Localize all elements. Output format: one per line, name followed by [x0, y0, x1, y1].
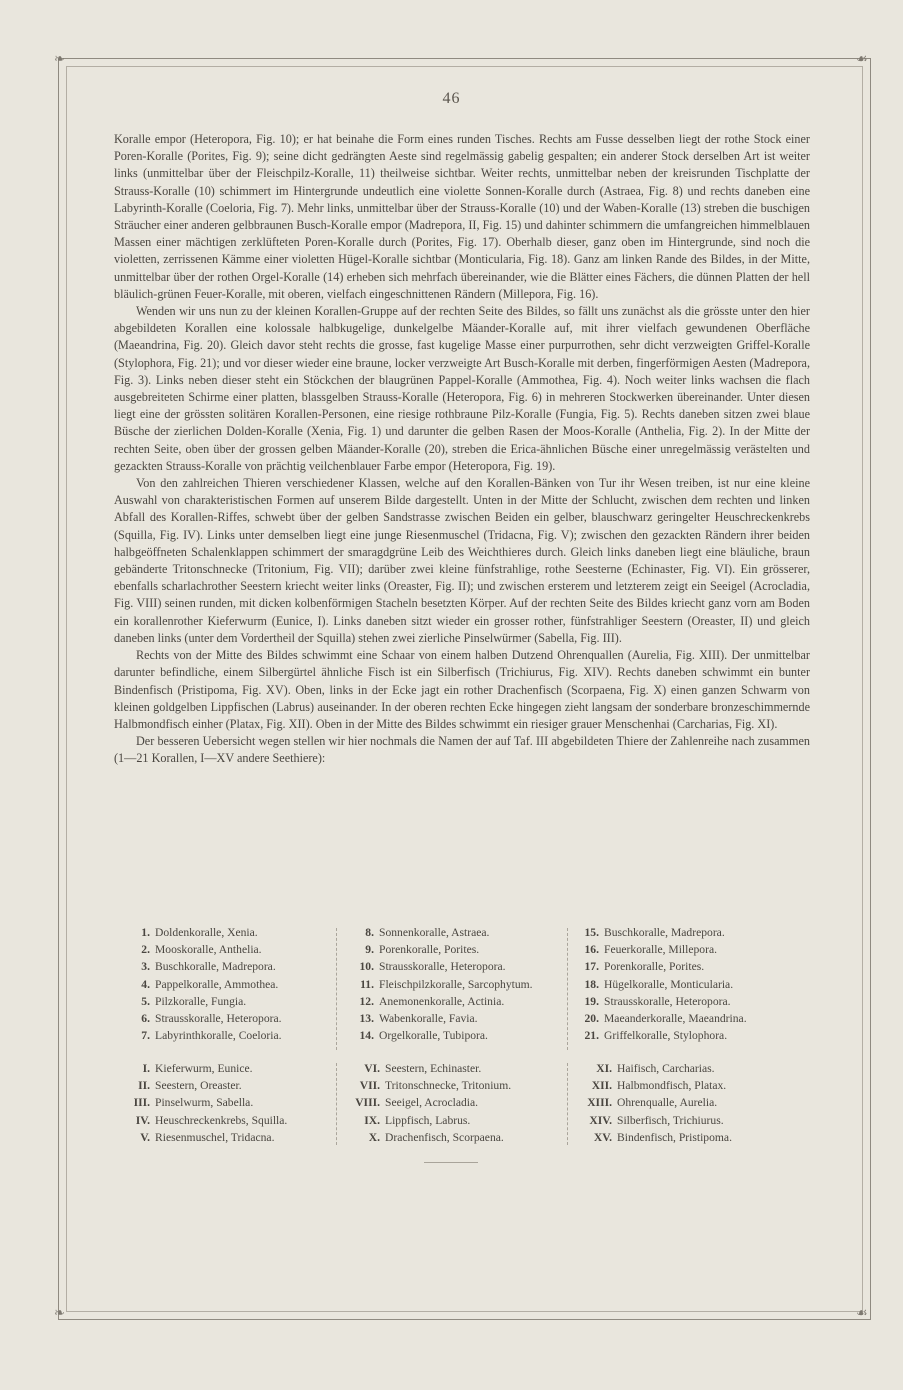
index-entry	[569, 941, 747, 958]
index-number: XIV.	[589, 1113, 612, 1127]
corner-ornament-bottom-right: ☙	[856, 1305, 868, 1320]
index-name: Porenkoralle, Porites.	[379, 943, 480, 957]
index-number: 11.	[360, 977, 374, 991]
index-number: 18.	[584, 977, 599, 991]
sea-animal-index-column	[569, 1060, 732, 1146]
index-name: Pinselwurm, Sabella.	[155, 1096, 254, 1110]
coral-index-column	[120, 924, 282, 1044]
index-name: Ohrenqualle, Aurelia.	[617, 1096, 718, 1110]
sea-animal-index-column	[114, 1060, 287, 1146]
index-number: VIII.	[355, 1096, 380, 1110]
index-name: Riesenmuschel, Tridacna.	[155, 1130, 275, 1144]
index-entry	[120, 924, 282, 941]
index-entry	[569, 1027, 747, 1044]
index-number: VI.	[364, 1062, 380, 1075]
index-number: 20.	[584, 1012, 599, 1026]
paragraph: Koralle empor (Heteropora, Fig. 10); er hat beinahe die Form eines runden Tisches. Rechts am Fusse desselben liegt der rothe Stock einer Poren-Koralle (Porites, Fig. 9); seine dicht gedrängten Aeste sind regelmässig gabelig gespalten; ein anderer Stock derselben Art ist weiter links (unmittelbar über der Fleischpilz-Koralle, 11) theilweise sichtbar. Weiter rechts, unmittelbar neben der kreisrunden Tischplatte der Strauss-Koralle (10) schimmert im Hintergrunde undeutlich eine violette Sonnen-Koralle durch (Astraea, Fig. 8) und rechts daneben eine Labyrinth-Koralle (Coeloria, Fig. 7). Mehr links, unmittelbar über der Strauss-Koralle (10) und der Waben-Koralle (13) streben die buschigen Sträucher einer anderen gelbbraunen Busch-Koralle empor (Madrepora, II, Fig. 15) und dahinter schimmern die umfangreichen himmelblauen Massen einer mächtigen zerklüfteten Poren-Koralle durch (Porites, Fig. 17). Oberhalb dieser, ganz oben im Hintergrunde, sind noch die violetten, zerrissenen Kämme einer violetten Hügel-Koralle sichtbar (Monticularia, Fig. 18). Ganz am linken Rande des Bildes, in der Mitte, unmittelbar über der rothen Orgel-Koralle (14) erheben sich mehrfach übereinander, wie die Blätter eines Fächers, die dünnen Platten der hell bläulich-grünen Feuer-Koralle, mit oberen, vielfach eingeschnittenen Rändern (Millepora, Fig. 16).	[114, 132, 810, 301]
index-number: III.	[133, 1096, 150, 1110]
index-number: X.	[368, 1130, 380, 1144]
index-name: Labyrinthkoralle, Coeloria.	[155, 1029, 282, 1043]
index-name: Bindenfisch, Pristipoma.	[617, 1130, 732, 1144]
page-number: 46	[442, 90, 461, 107]
paragraph: Rechts von der Mitte des Bildes schwimmt eine Schaar von einem halben Dutzend Ohrenquallen (Aurelia, Fig. XIII). Der unmittelbar darunter befindliche, einem Silbergürtel ähnliche Fisch ist ein Silberfisch (Trichiurus, Fig. XIV). Rechts daneben schwimmt ein bunter Bindenfisch (Pristipoma, Fig. XV). Oben, links in der Ecke jagt ein rother Drachenfisch (Scorpaena, Fig. X) einen ganzen Schwarm von kleinen goldgelben Lippfischen (Labrus) auseinander. In der oberen rechten Ecke hingegen zieht langsam der sonderbare bronzeschimmernde Halbmondfisch einher (Platax, Fig. XII). Oben in der Mitte des Bildes schwimmt ein riesiger grauer Menschenhai (Carcharias, Fig. XI).	[114, 648, 810, 731]
corner-ornament-top-right: ☙	[856, 51, 868, 66]
index-entry	[344, 976, 533, 993]
corner-ornament-top-left: ❧	[54, 51, 65, 66]
sea-animal-index-column	[344, 1060, 511, 1146]
paragraph: Von den zahlreichen Thieren verschiedener Klassen, welche auf den Korallen-Bänken von Tur ihr Wesen treiben, ist nur eine kleine Auswahl von charakteristischen Formen auf unserem Bilde dargestellt. Unten in der Mitte der Schlucht, zwischen dem rechten und linken Abfall des Korallen-Riffes, schwebt über der gelben Sandstrasse zwischen Beiden ein gelber, blauschwarz geringelter Heuschreckenkrebs (Squilla, Fig. IV). Links unter demselben liegt eine junge Riesenmuschel (Tridacna, Fig. V); zwischen den gezackten Rändern ihrer beiden halbgeöffneten Schalenklappen schimmert der smaragdgrüne Leib des Weichthieres durch. Gleich links daneben liegt eine bläuliche, braun gebänderte Tritonschnecke (Tritonium, Fig. VII); darüber zwei kleine fünfstrahlige, rothe Seesterne (Echinaster, Fig. VI). Ein grösserer, ebenfalls scharlachrother Seestern kriecht weiter links (Oreaster, Fig. II); und zwischen ersterem und letzterem zeigt ein Seeigel (Acrocladia, Fig. VIII) seinen runden, mit dicken kolbenförmigen Stacheln besetzten Körper. Auf der rechten Seite des Bildes kriecht ganz vorn am Boden ein korallenrother Kieferwurm (Eunice, I). Links daneben sitzt wieder ein grosser rother, fünfstrahliger Seestern (Oreaster, II) und gleich daneben links (unter dem Vordertheil der Squilla) stehen zwei zierliche Pinselwürmer (Sabella, Fig. III).	[114, 476, 810, 645]
paragraph: Wenden wir uns nun zu der kleinen Korallen-Gruppe auf der rechten Seite des Bildes, so fällt uns zunächst als die grösste unter den hier abgebildeten Korallen eine kolossale halbkugelige, dunkelgelbe Mäander-Koralle auf, mit ihrer vielfach gewundenen Oberfläche (Maeandrina, Fig. 20). Gleich davor steht rechts die grosse, fast kugelige Masse einer purpurrothen, sehr dicht verzweigten Griffel-Koralle (Stylophora, Fig. 21); und vor dieser wieder eine braune, locker verzweigte Art Busch-Koralle mit derben, fingerförmigen Aesten (Madrepora, Fig. 3). Links neben dieser steht ein Stöckchen der blaugrünen Pappel-Koralle (Ammothea, Fig. 4). Noch weiter links wachsen die flach ausgebreiteten Schirme einer platten, blassgelben Strauss-Koralle (Heteropora, Fig. 6) in mehreren Stockwerken übereinander. Unter diesen liegt eine der grössten solitären Korallen-Personen, eine riesige rothbraune Pilz-Koralle (Fungia, Fig. 5). Rechts daneben sitzen zwei blaue Büsche der zierlichen Dolden-Koralle (Xenia, Fig. 1) und darunter die gelben Rasen der Moos-Koralle (Anthelia, Fig. 2). In der Mitte der rechten Seite, oben über der grossen gelben Mäander-Koralle (20), streben die Erica-ähnlichen Büsche einer unregelmässig verästelten und gezackten Strauss-Koralle von prächtig veilchenblauer Farbe empor (Heteropora, Fig. 19).	[114, 304, 810, 473]
index-name: Heuschreckenkrebs, Squilla.	[155, 1113, 288, 1127]
index-name: Haifisch, Carcharias.	[617, 1062, 715, 1075]
index-number: II.	[138, 1079, 150, 1093]
index-name: Drachenfisch, Scorpaena.	[385, 1130, 504, 1144]
index-number: 15.	[584, 926, 599, 939]
index-entry	[344, 1010, 533, 1027]
index-entry	[569, 1077, 732, 1094]
index-entry	[120, 941, 282, 958]
index-name: Tritonschnecke, Tritonium.	[385, 1079, 512, 1093]
index-number: 7.	[141, 1029, 150, 1043]
index-entry	[569, 1010, 747, 1027]
paragraph: Der besseren Uebersicht wegen stellen wir hier nochmals die Namen der auf Taf. III abgebildeten Thiere der Zahlenreihe nach zusammen (1—21 Korallen, I—XV andere Seethiere):	[114, 734, 810, 766]
index-name: Orgelkoralle, Tubipora.	[379, 1029, 488, 1043]
index-name: Mooskoralle, Anthelia.	[155, 943, 262, 957]
index-entry	[344, 1129, 511, 1146]
end-rule	[424, 1162, 478, 1163]
index-name: Maeanderkoralle, Maeandrina.	[604, 1012, 747, 1026]
index-entry	[114, 1060, 287, 1077]
column-divider	[336, 928, 337, 1050]
index-number: 12.	[359, 994, 374, 1008]
index-number: XIII.	[587, 1096, 612, 1110]
index-entry	[344, 1112, 511, 1129]
column-divider	[336, 1063, 337, 1145]
index-number: 6.	[141, 1012, 150, 1026]
index-entry	[344, 1077, 511, 1094]
index-number: IV.	[135, 1113, 150, 1127]
index-entry	[569, 1094, 732, 1111]
index-number: 5.	[141, 994, 150, 1008]
index-entry	[569, 1129, 732, 1146]
index-number: 2.	[141, 943, 150, 957]
index-name: Doldenkoralle, Xenia.	[155, 926, 258, 939]
index-name: Seeigel, Acrocladia.	[385, 1096, 479, 1110]
corner-ornament-bottom-left: ❧	[54, 1305, 65, 1320]
index-name: Anemonenkoralle, Actinia.	[379, 994, 505, 1008]
index-number: V.	[140, 1130, 150, 1144]
index-entry	[344, 1027, 533, 1044]
index-number: 16.	[584, 943, 599, 957]
index-name: Pappelkoralle, Ammothea.	[155, 977, 279, 991]
index-entry	[569, 993, 747, 1010]
index-name: Seestern, Oreaster.	[155, 1079, 242, 1093]
index-number: 21.	[584, 1029, 599, 1043]
index-entry	[344, 993, 533, 1010]
coral-index-column	[344, 924, 533, 1044]
index-entry	[120, 993, 282, 1010]
index-entry	[344, 958, 533, 975]
index-number: 9.	[365, 943, 374, 957]
index-name: Strausskoralle, Heteropora.	[379, 960, 506, 974]
index-name: Seestern, Echinaster.	[385, 1062, 482, 1075]
index-number: VII.	[359, 1079, 380, 1093]
index-name: Silberfisch, Trichiurus.	[617, 1113, 724, 1127]
index-number: 4.	[141, 977, 150, 991]
index-name: Porenkoralle, Porites.	[604, 960, 705, 974]
index-entry	[569, 1112, 732, 1129]
index-name: Sonnenkoralle, Astraea.	[379, 926, 490, 939]
index-entry	[114, 1129, 287, 1146]
index-name: Griffelkoralle, Stylophora.	[604, 1029, 728, 1043]
column-divider	[567, 1063, 568, 1145]
index-entry	[344, 1060, 511, 1077]
index-entry	[114, 1112, 287, 1129]
index-number: 10.	[359, 960, 374, 974]
index-name: Kieferwurm, Eunice.	[155, 1062, 253, 1075]
index-entry	[569, 924, 747, 941]
index-number: 8.	[365, 926, 374, 939]
index-name: Feuerkoralle, Millepora.	[604, 943, 717, 957]
index-number: IX.	[364, 1113, 380, 1127]
index-entry	[120, 976, 282, 993]
index-name: Buschkoralle, Madrepora.	[604, 926, 725, 939]
index-number: 13.	[359, 1012, 374, 1026]
coral-index-column	[569, 924, 747, 1044]
index-number: 3.	[141, 960, 150, 974]
index-entry	[569, 958, 747, 975]
index-name: Strausskoralle, Heteropora.	[155, 1012, 282, 1026]
index-entry	[120, 1010, 282, 1027]
index-number: 14.	[359, 1029, 374, 1043]
index-number: XV.	[593, 1130, 612, 1144]
column-divider	[567, 928, 568, 1050]
index-entry	[569, 1060, 732, 1077]
index-entry	[344, 924, 533, 941]
index-entry	[114, 1094, 287, 1111]
index-name: Lippfisch, Labrus.	[385, 1113, 471, 1127]
index-entry	[344, 941, 533, 958]
index-number: I.	[142, 1062, 150, 1075]
index-number: 1.	[141, 926, 150, 939]
index-entry	[120, 1027, 282, 1044]
index-name: Hügelkoralle, Monticularia.	[604, 977, 734, 991]
index-entry	[344, 1094, 511, 1111]
index-entry	[120, 958, 282, 975]
index-number: XII.	[591, 1079, 612, 1093]
index-entry	[114, 1077, 287, 1094]
index-number: XI.	[596, 1062, 612, 1075]
index-name: Fleischpilzkoralle, Sarcophytum.	[379, 977, 533, 991]
index-name: Pilzkoralle, Fungia.	[155, 994, 247, 1008]
index-number: 17.	[584, 960, 599, 974]
index-name: Strausskoralle, Heteropora.	[604, 994, 731, 1008]
index-name: Buschkoralle, Madrepora.	[155, 960, 276, 974]
index-number: 19.	[584, 994, 599, 1008]
index-name: Wabenkoralle, Favia.	[379, 1012, 478, 1026]
index-entry	[569, 976, 747, 993]
body-text	[114, 131, 810, 768]
index-name: Halbmondfisch, Platax.	[617, 1079, 727, 1093]
